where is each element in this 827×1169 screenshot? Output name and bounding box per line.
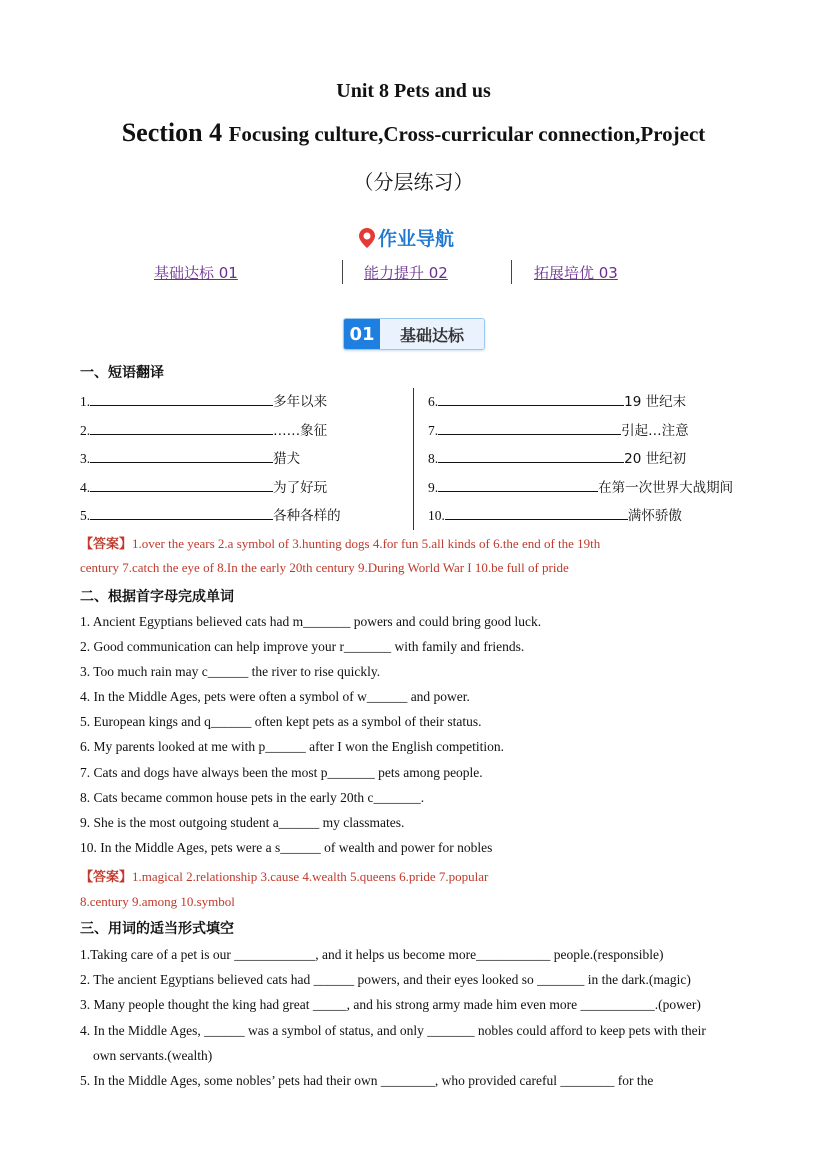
nav-link-ability[interactable]: 能力提升 02 — [364, 264, 448, 282]
question-item: 4. In the Middle Ages, pets were often a symbol of w______ and power. — [80, 689, 470, 704]
phrase-item — [80, 419, 327, 439]
unit-title: Unit 8 Pets and us — [336, 80, 491, 102]
question-item: 8. Cats became common house pets in the early 20th c_______. — [80, 790, 425, 805]
part3-heading: 三、用词的适当形式填空 — [80, 921, 234, 937]
phrase-item — [80, 476, 327, 496]
item-chinese: ……象征 — [273, 423, 328, 439]
column-divider — [413, 388, 414, 530]
item-chinese: 19 世纪末 — [624, 394, 687, 410]
answer-blank[interactable] — [445, 507, 628, 520]
question-item: 9. She is the most outgoing student a______ my classmates. — [80, 815, 405, 830]
item-chinese: 猎犬 — [273, 451, 301, 467]
item-chinese: 多年以来 — [273, 394, 328, 410]
question-item: 1. Ancient Egyptians believed cats had m_______ powers and could bring good luck. — [80, 614, 542, 629]
phrase-item — [428, 390, 686, 410]
item-number: 2. — [80, 423, 91, 438]
phrase-item — [428, 447, 686, 467]
item-number: 7. — [428, 423, 439, 438]
phrase-item — [80, 390, 327, 410]
phrase-item — [80, 504, 341, 524]
phrase-item — [428, 476, 733, 496]
item-number: 5. — [80, 508, 91, 523]
item-chinese: 20 世纪初 — [624, 451, 687, 467]
section-subtitle: Focusing culture,Cross-curricular connection,Project — [228, 122, 706, 146]
phrase-item — [428, 419, 689, 439]
section-badge — [343, 318, 485, 350]
answer-blank[interactable] — [438, 450, 624, 463]
nav-title-text: 作业导航 — [378, 228, 455, 250]
layer-practice-note: （分层练习） — [353, 170, 474, 194]
question-item: 3. Many people thought the king had great _____, and his strong army made him even more ___________.(power) — [80, 997, 701, 1012]
phrase-item — [428, 504, 682, 524]
answer-blank[interactable] — [438, 422, 621, 435]
answer-blank[interactable] — [438, 479, 598, 492]
answer-text: 1.over the years 2.a symbol of 3.hunting dogs 4.for fun 5.all kinds of 6.the end of the 19th — [132, 536, 601, 551]
section-label: Section 4 — [121, 118, 223, 147]
answer-blank[interactable] — [90, 450, 273, 463]
homework-nav-title — [358, 224, 454, 251]
item-number: 10. — [428, 508, 445, 523]
question-item: 7. Cats and dogs have always been the most p_______ pets among people. — [80, 765, 483, 780]
item-number: 6. — [428, 394, 439, 409]
nav-link-basic[interactable]: 基础达标 01 — [154, 264, 238, 282]
item-chinese: 满怀骄傲 — [627, 508, 682, 524]
answer-tag: 【答案】 — [80, 537, 133, 552]
question-item: 2. Good communication can help improve your r_______ with family and friends. — [80, 639, 525, 654]
answer-blank[interactable] — [90, 393, 273, 406]
item-number: 3. — [80, 451, 91, 466]
answer-blank[interactable] — [90, 479, 273, 492]
question-item: 5. In the Middle Ages, some nobles’ pets had their own ________, who provided careful ________ for the — [80, 1073, 654, 1088]
answer-text: 1.magical 2.relationship 3.cause 4.wealth 5.queens 6.pride 7.popular — [132, 869, 489, 884]
answer-blank[interactable] — [438, 393, 624, 406]
location-pin-icon — [358, 227, 376, 249]
answer-blank[interactable] — [90, 507, 273, 520]
part2-heading: 二、根据首字母完成单词 — [80, 589, 234, 605]
question-item: 6. My parents looked at me with p______ after I won the English competition. — [80, 739, 505, 754]
question-item: 10. In the Middle Ages, pets were a s______ of wealth and power for nobles — [80, 840, 493, 855]
question-item: 1.Taking care of a pet is our ____________, and it helps us become more___________ people.(responsible) — [80, 947, 664, 962]
item-number: 9. — [428, 480, 439, 495]
part2-answer-line: 8.century 9.among 10.symbol — [80, 894, 235, 909]
phrase-item — [80, 447, 300, 467]
question-item: 5. European kings and q______ often kept pets as a symbol of their status. — [80, 714, 482, 729]
section-title — [0, 118, 827, 148]
part1-heading: 一、短语翻译 — [80, 365, 164, 381]
question-item: 4. In the Middle Ages, ______ was a symbol of status, and only _______ nobles could afford to keep pets with their — [80, 1023, 706, 1038]
item-chinese: 各种各样的 — [273, 508, 341, 524]
item-number: 4. — [80, 480, 91, 495]
item-number: 8. — [428, 451, 439, 466]
nav-divider — [511, 260, 512, 284]
item-number: 1. — [80, 394, 91, 409]
item-chinese: 为了好玩 — [273, 480, 328, 496]
question-item: 3. Too much rain may c______ the river to rise quickly. — [80, 664, 381, 679]
badge-label: 基础达标 — [380, 319, 484, 349]
item-chinese: 引起…注意 — [621, 423, 689, 439]
part1-answer-line: century 7.catch the eye of 8.In the early 20th century 9.During World War I 10.be full of pride — [80, 560, 569, 575]
part1-answer-line — [80, 533, 600, 552]
answer-tag: 【答案】 — [80, 870, 133, 885]
item-chinese: 在第一次世界大战期间 — [598, 480, 734, 496]
question-item: 2. The ancient Egyptians believed cats had ______ powers, and their eyes looked so _______ in the dark.(magic) — [80, 972, 691, 987]
nav-link-extension[interactable]: 拓展培优 03 — [534, 264, 618, 282]
answer-blank[interactable] — [90, 422, 273, 435]
question-item-continued: own servants.(wealth) — [93, 1048, 213, 1063]
badge-number: 01 — [344, 319, 380, 349]
part2-answer-line — [80, 866, 488, 885]
nav-divider — [342, 260, 343, 284]
